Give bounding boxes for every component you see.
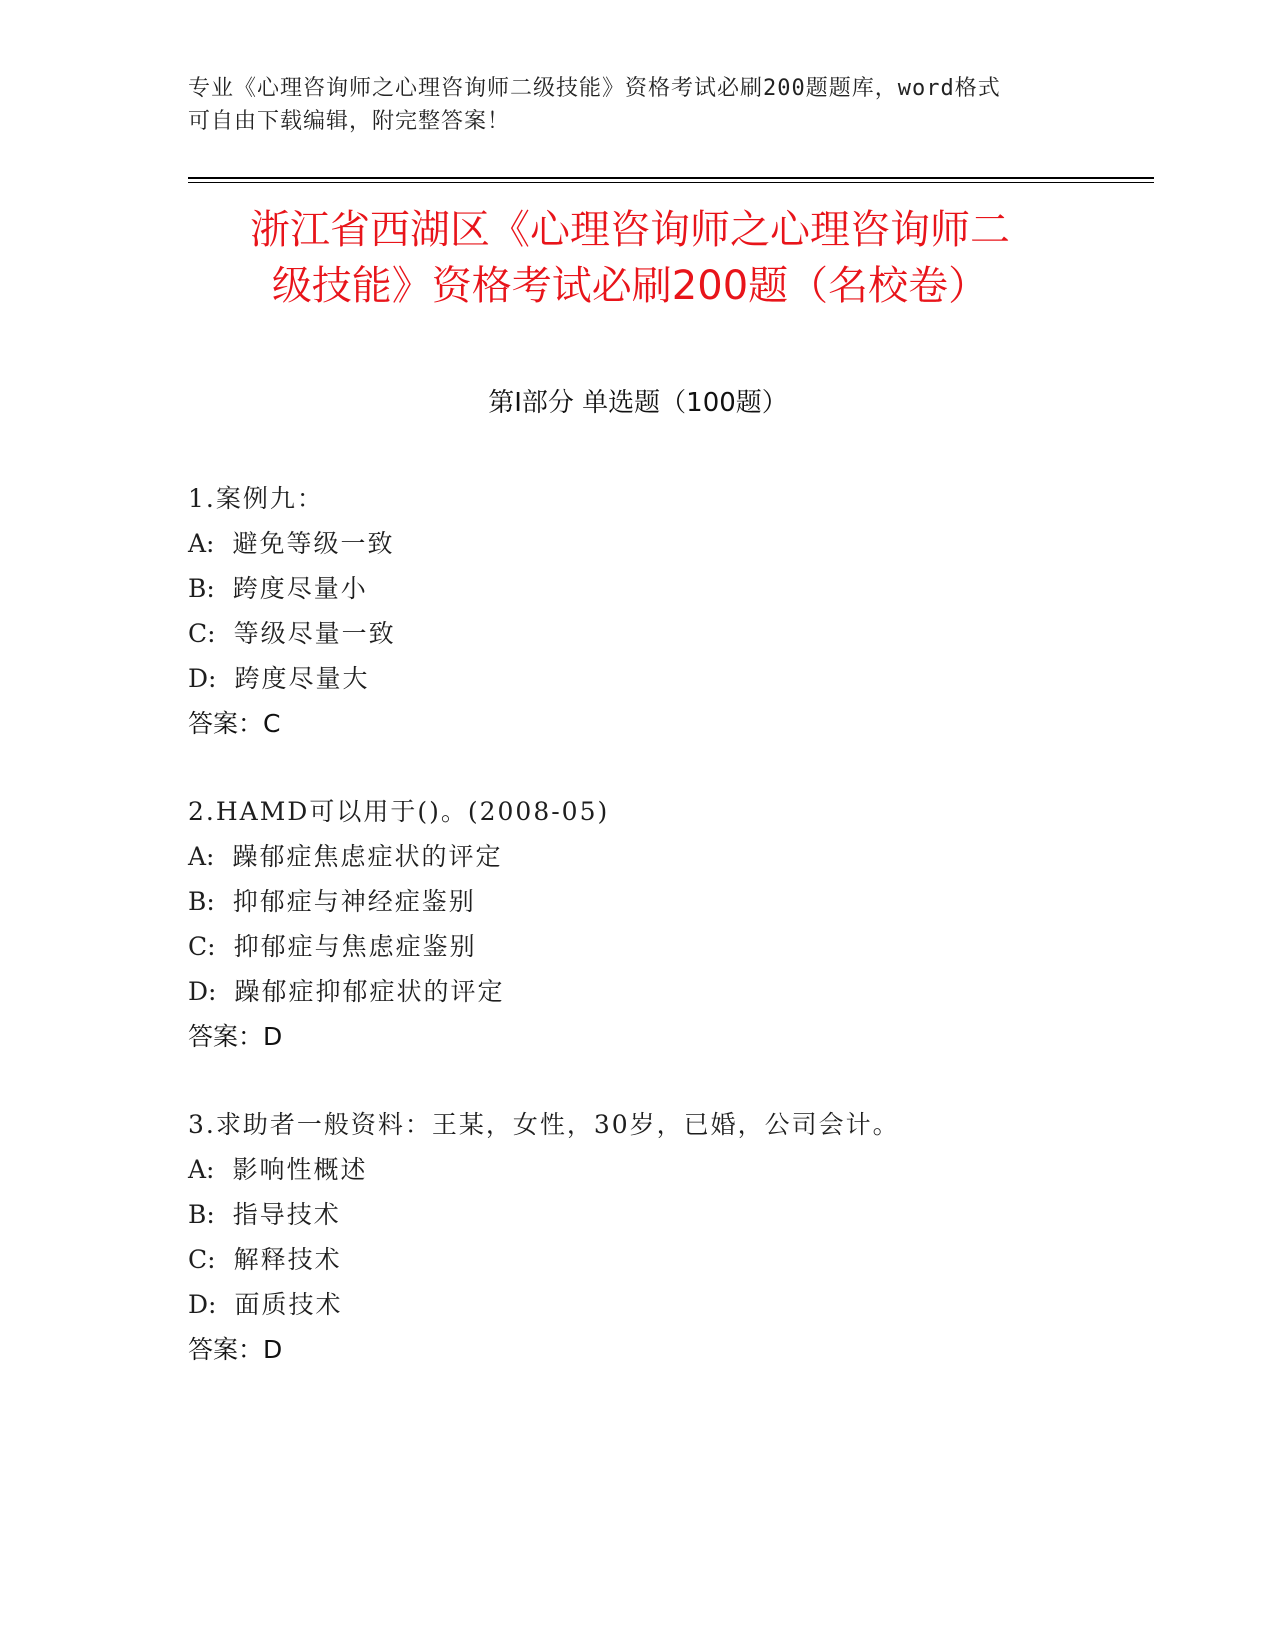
option-label: C: [188, 1245, 216, 1274]
option-text: 解释技术 [233, 1245, 342, 1274]
document-title-line-1: 浙江省西湖区《心理咨询师之心理咨询师二 [250, 207, 1010, 253]
question-list [188, 476, 1148, 1415]
option-label: D: [188, 664, 217, 693]
option-text: 指导技术 [232, 1200, 341, 1229]
question-stem: 3.求助者一般资料：王某，女性，30岁，已婚，公司会计。 [188, 1110, 900, 1139]
document-title-line-2: 级技能》资格考试必刷200题（名校卷） [271, 263, 989, 309]
option-b [188, 879, 1148, 924]
option-a [188, 834, 1148, 879]
option-label: C: [188, 932, 216, 961]
option-text: 躁郁症焦虑症状的评定 [232, 842, 503, 871]
question-stem: 1.案例九： [188, 484, 324, 513]
option-text: 等级尽量一致 [233, 619, 396, 648]
option-text: 影响性概述 [232, 1155, 368, 1184]
option-b [188, 566, 1148, 611]
option-label: D: [188, 1290, 217, 1319]
question-stem: 2.HAMD可以用于()。(2008-05) [188, 797, 610, 826]
section-title: 第Ⅰ部分 单选题（100题） [488, 388, 788, 418]
question-3 [188, 1102, 1148, 1372]
option-label: C: [188, 619, 216, 648]
option-text: 抑郁症与焦虑症鉴别 [233, 932, 477, 961]
option-d [188, 969, 1148, 1014]
answer-key: 答案：D [188, 1022, 283, 1051]
option-label: B: [188, 887, 215, 916]
option-label: A: [188, 842, 215, 871]
option-d [188, 1282, 1148, 1327]
header-note-line-2: 可自由下载编辑，附完整答案！ [188, 109, 511, 134]
option-b [188, 1192, 1148, 1237]
option-text: 跨度尽量大 [234, 664, 370, 693]
option-text: 面质技术 [234, 1290, 343, 1319]
option-a [188, 521, 1148, 566]
option-text: 抑郁症与神经症鉴别 [232, 887, 476, 916]
option-label: A: [188, 529, 215, 558]
question-2 [188, 789, 1148, 1059]
header-note-line-1: 专业《心理咨询师之心理咨询师二级技能》资格考试必刷200题题库，word格式 [188, 76, 1001, 101]
document-header-note [188, 72, 1088, 138]
option-label: D: [188, 977, 217, 1006]
option-a [188, 1147, 1148, 1192]
answer-key: 答案：C [188, 709, 281, 738]
option-c [188, 611, 1148, 656]
document-title [180, 202, 1080, 314]
option-text: 跨度尽量小 [232, 574, 368, 603]
header-divider-thin [188, 182, 1154, 183]
option-text: 避免等级一致 [232, 529, 395, 558]
header-divider-thick [188, 177, 1154, 179]
option-c [188, 924, 1148, 969]
option-text: 躁郁症抑郁症状的评定 [234, 977, 505, 1006]
option-d [188, 656, 1148, 701]
option-label: B: [188, 1200, 215, 1229]
question-1 [188, 476, 1148, 746]
option-label: A: [188, 1155, 215, 1184]
option-c [188, 1237, 1148, 1282]
answer-key: 答案：D [188, 1335, 283, 1364]
option-label: B: [188, 574, 215, 603]
